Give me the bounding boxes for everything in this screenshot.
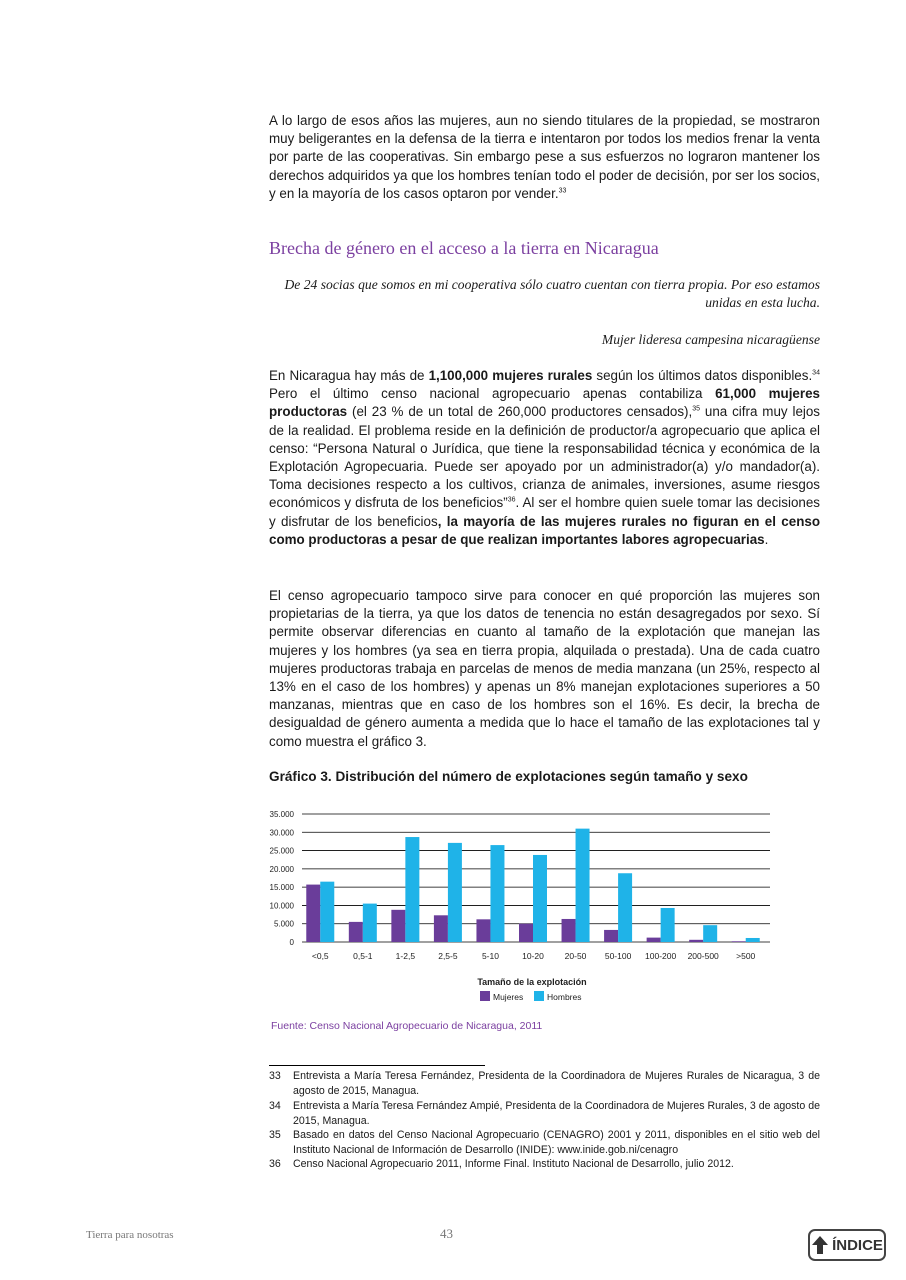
chart-x-axis-label: Tamaño de la explotación <box>477 977 587 987</box>
y-tick-label: 20.000 <box>269 864 294 874</box>
bar-hombres-1 <box>363 904 377 942</box>
p2-bold-producers: 61,000 mujeres productoras <box>269 386 820 420</box>
bar-hombres-5 <box>533 855 547 942</box>
x-tick-label: 1-2,5 <box>395 951 416 961</box>
bar-hombres-2 <box>405 837 419 942</box>
index-button[interactable] <box>808 1229 886 1261</box>
bar-mujeres-2 <box>391 910 405 942</box>
bar-mujeres-8 <box>647 938 661 942</box>
footnote-text: Basado en datos del Censo Nacional Agropecuario (CENAGRO) 2001 y 2011, disponibles en el sitio web del Instituto Nacional de Información de Desarrollo (INIDE): www.inide.gob.ni/cenagro <box>293 1129 820 1156</box>
x-tick-label: 2,5-5 <box>438 951 458 961</box>
footnote-number: 35 <box>269 1129 281 1141</box>
footnote-35 <box>269 1128 820 1157</box>
epigraph-quote: De 24 socias que somos en mi cooperativa sólo cuatro cuentan con tierra propia. Por eso estamos unidas en esta lucha. <box>284 277 820 310</box>
footnote-ref-34[interactable]: 34 <box>812 369 820 377</box>
footnote-33 <box>269 1069 820 1098</box>
y-tick-label: 10.000 <box>269 901 294 911</box>
quote-attribution: Mujer lideresa campesina nicaragüense <box>601 332 820 347</box>
bar-hombres-9 <box>703 925 717 942</box>
bar-hombres-8 <box>661 908 675 942</box>
legend-label-hombres: Hombres <box>547 992 582 1002</box>
bar-mujeres-1 <box>349 922 363 942</box>
x-tick-label: >500 <box>736 951 756 961</box>
bar-mujeres-10 <box>732 941 746 942</box>
footnote-text: Censo Nacional Agropecuario 2011, Informe Final. Instituto Nacional de Desarrollo, julio 2012. <box>293 1158 734 1170</box>
x-tick-label: 20-50 <box>564 951 587 961</box>
bar-mujeres-3 <box>434 915 448 942</box>
bar-mujeres-6 <box>562 919 576 942</box>
footnote-ref-33[interactable]: 33 <box>558 187 567 195</box>
legend-swatch-mujeres <box>480 991 490 1001</box>
x-tick-label: 100-200 <box>645 951 677 961</box>
bar-mujeres-4 <box>476 919 490 942</box>
footnote-text: Entrevista a María Teresa Fernández Ampié, Presidenta de la Coordinadora de Mujeres Rurales, 3 de agosto de 2015, Managua. <box>293 1100 820 1127</box>
page-number: 43 <box>440 1226 453 1241</box>
x-tick-label: 200-500 <box>687 951 719 961</box>
bar-hombres-3 <box>448 843 462 942</box>
paragraph-census <box>269 587 820 751</box>
legend-label-mujeres: Mujeres <box>493 992 524 1002</box>
y-tick-label: 30.000 <box>269 828 294 838</box>
bar-mujeres-7 <box>604 930 618 942</box>
intro-paragraph <box>269 112 820 203</box>
paragraph-rural-women <box>269 367 820 549</box>
x-tick-label: 5-10 <box>481 951 499 961</box>
bar-hombres-10 <box>746 938 760 942</box>
bar-hombres-7 <box>618 873 632 942</box>
footnote-divider <box>269 1065 485 1066</box>
p2-text-j: . <box>764 531 769 547</box>
bar-mujeres-9 <box>689 940 703 942</box>
x-tick-label: 50-100 <box>604 951 632 961</box>
bar-hombres-0 <box>320 882 334 942</box>
bar-mujeres-5 <box>519 924 533 942</box>
footnote-ref-36[interactable]: 36 <box>507 496 516 504</box>
footnote-number: 33 <box>269 1070 281 1082</box>
section-title: Brecha de género en el acceso a la tierra en Nicaragua <box>269 238 659 258</box>
p2-bold-rural-women: 1,100,000 mujeres rurales <box>428 368 593 383</box>
chart-legend <box>480 991 581 1002</box>
x-tick-label: 10-20 <box>522 951 544 961</box>
p2-bold-conclusion: , la mayoría de las mujeres rurales no figuran en el censo como productoras a pesar de que realizan importantes labores agropecuarias <box>269 513 820 547</box>
chart-x-ticks <box>312 951 756 961</box>
x-tick-label: 0,5-1 <box>353 951 373 961</box>
p2-text-a: En Nicaragua hay más de <box>269 368 429 383</box>
chart-source: Fuente: Censo Nacional Agropecuario de Nicaragua, 2011 <box>271 1020 543 1032</box>
p2-text-f: (el 23 % de un total de 260,000 productores censados), <box>347 404 693 420</box>
p2-text-d: Pero el último censo nacional agropecuario apenas contabiliza <box>269 386 716 402</box>
y-tick-label: 35.000 <box>269 810 294 819</box>
footnote-36 <box>269 1157 820 1172</box>
footnote-ref-35[interactable]: 35 <box>692 405 701 413</box>
y-tick-label: 15.000 <box>269 883 294 893</box>
y-tick-label: 25.000 <box>269 846 294 856</box>
bar-chart <box>258 800 788 1010</box>
bar-hombres-4 <box>490 845 504 942</box>
footnote-number: 34 <box>269 1100 281 1112</box>
chart-bars <box>306 829 759 942</box>
p2-text-h: . Al ser el hombre quien suele tomar las decisiones y disfrutar de los beneficios <box>269 495 820 529</box>
x-tick-label: <0,5 <box>311 951 329 961</box>
footer-publication-title: Tierra para nosotras <box>86 1229 174 1241</box>
arrow-up-icon <box>811 1235 829 1255</box>
p2-text-g: una cifra muy lejos de la realidad. El problema reside en la definición de productor/a agropecuario que aplica el censo: “Persona Natural o Jurídica, que tiene la responsabilidad técnica y económica de la Explotación Agropecuaria. Puede ser apoyado por un administrador(a) y/o mandador(a). Toma decisiones respecto a los cultivos, crianza de animales, inversiones, asume riesgos económicos y disfruta de los beneficios” <box>269 404 821 511</box>
footnote-34 <box>269 1099 820 1128</box>
chart-title: Gráfico 3. Distribución del número de explotaciones según tamaño y sexo <box>269 769 748 784</box>
bar-mujeres-0 <box>306 885 320 942</box>
index-button-label: ÍNDICE <box>832 1236 883 1254</box>
p2-text-c: según los últimos datos disponibles. <box>592 368 813 383</box>
chart-y-ticks <box>270 810 295 947</box>
y-tick-label: 5.000 <box>273 919 294 929</box>
footnote-text: Entrevista a María Teresa Fernández, Presidenta de la Coordinadora de Mujeres Rurales de Nicaragua, 3 de agosto de 2015, Managua. <box>293 1070 820 1097</box>
y-tick-label: 0 <box>289 938 294 947</box>
bar-hombres-6 <box>576 829 590 942</box>
p3-text: El censo agropecuario tampoco sirve para conocer en qué proporción las mujeres son propietarias de la tierra, ya que los datos de tenencia no están desagregados por sexo. Sí permite observar diferencias en cuanto al tamaño de la explotación que manejan las mujeres y los hombres (ya sea en tierra propia, alquilada o prestada). Una de cada cuatro mujeres productoras trabaja en parcelas de menos de media manzana (un 25%, respecto al 13% en el caso de los hombres) y apenas un 8% manejan explotaciones superiores a 50 manzanas, mientras que en caso de los hombres son el 16%. Es decir, la brecha de desigualdad de género aumenta a medida que lo hace el tamaño de las explotaciones tal y como muestra el gráfico 3. <box>269 588 820 749</box>
footnote-number: 36 <box>269 1158 281 1170</box>
intro-text: A lo largo de esos años las mujeres, aun no siendo titulares de la propiedad, se mostraron muy beligerantes en la defensa de la tierra e intentaron por todos los medios frenar la venta por parte de las cooperativas. Sin embargo pese a sus esfuerzos no lograron mantener los derechos adquiridos ya que los hombres tenían todo el poder de decisión, por ser los socios, y en la mayoría de los casos optaron por vender. <box>269 113 820 201</box>
legend-swatch-hombres <box>534 991 544 1001</box>
